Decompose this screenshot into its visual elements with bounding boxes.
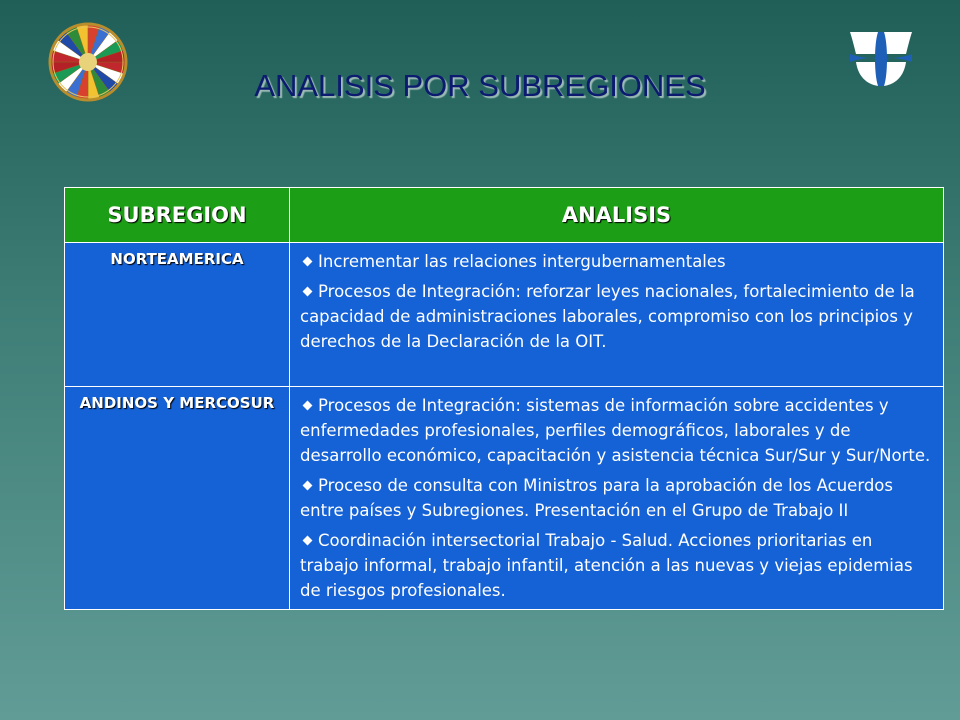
diamond-bullet-icon bbox=[303, 257, 313, 267]
bullet-text: Coordinación intersectorial Trabajo - Salud. Acciones prioritarias en trabajo informal, trabajo infantil, atención a las nuevas y viejas epidemias de riesgos profesionales. bbox=[300, 531, 913, 600]
region-cell: ANDINOS Y MERCOSUR bbox=[65, 387, 290, 610]
bullet-text: Procesos de Integración: sistemas de información sobre accidentes y enfermedades profesionales, perfiles demográficos, laborales y de desarrollo económico, capacitación y asistencia técnica Sur/Sur y Sur/Norte. bbox=[300, 396, 931, 465]
diamond-bullet-icon bbox=[303, 536, 313, 546]
bullet-text: Proceso de consulta con Ministros para la aprobación de los Acuerdos entre países y Subregiones. Presentación en el Grupo de Trabajo II bbox=[300, 476, 893, 520]
subregion-analysis-table bbox=[64, 187, 944, 610]
column-header-analisis: ANALISIS bbox=[290, 188, 944, 243]
page-title: ANALISIS POR SUBREGIONES bbox=[254, 68, 706, 103]
region-cell: NORTEAMERICA bbox=[65, 243, 290, 387]
analysis-bullet bbox=[300, 279, 935, 354]
analysis-bullet bbox=[300, 473, 935, 523]
analysis-bullet bbox=[300, 249, 935, 274]
table-header-row bbox=[65, 188, 944, 243]
analysis-cell bbox=[290, 387, 944, 610]
analysis-cell bbox=[290, 243, 944, 387]
bullet-text: Procesos de Integración: reforzar leyes nacionales, fortalecimiento de la capacidad de administraciones laborales, compromiso con los principios y derechos de la Declaración de la OIT. bbox=[300, 282, 915, 351]
table-row bbox=[65, 387, 944, 610]
analysis-bullet bbox=[300, 528, 935, 603]
column-header-subregion: SUBREGION bbox=[65, 188, 290, 243]
diamond-bullet-icon bbox=[303, 401, 313, 411]
bullet-text: Incrementar las relaciones intergubernamentales bbox=[318, 252, 726, 271]
diamond-bullet-icon bbox=[303, 481, 313, 491]
diamond-bullet-icon bbox=[303, 287, 313, 297]
table-row bbox=[65, 243, 944, 387]
analysis-bullet bbox=[300, 393, 935, 468]
